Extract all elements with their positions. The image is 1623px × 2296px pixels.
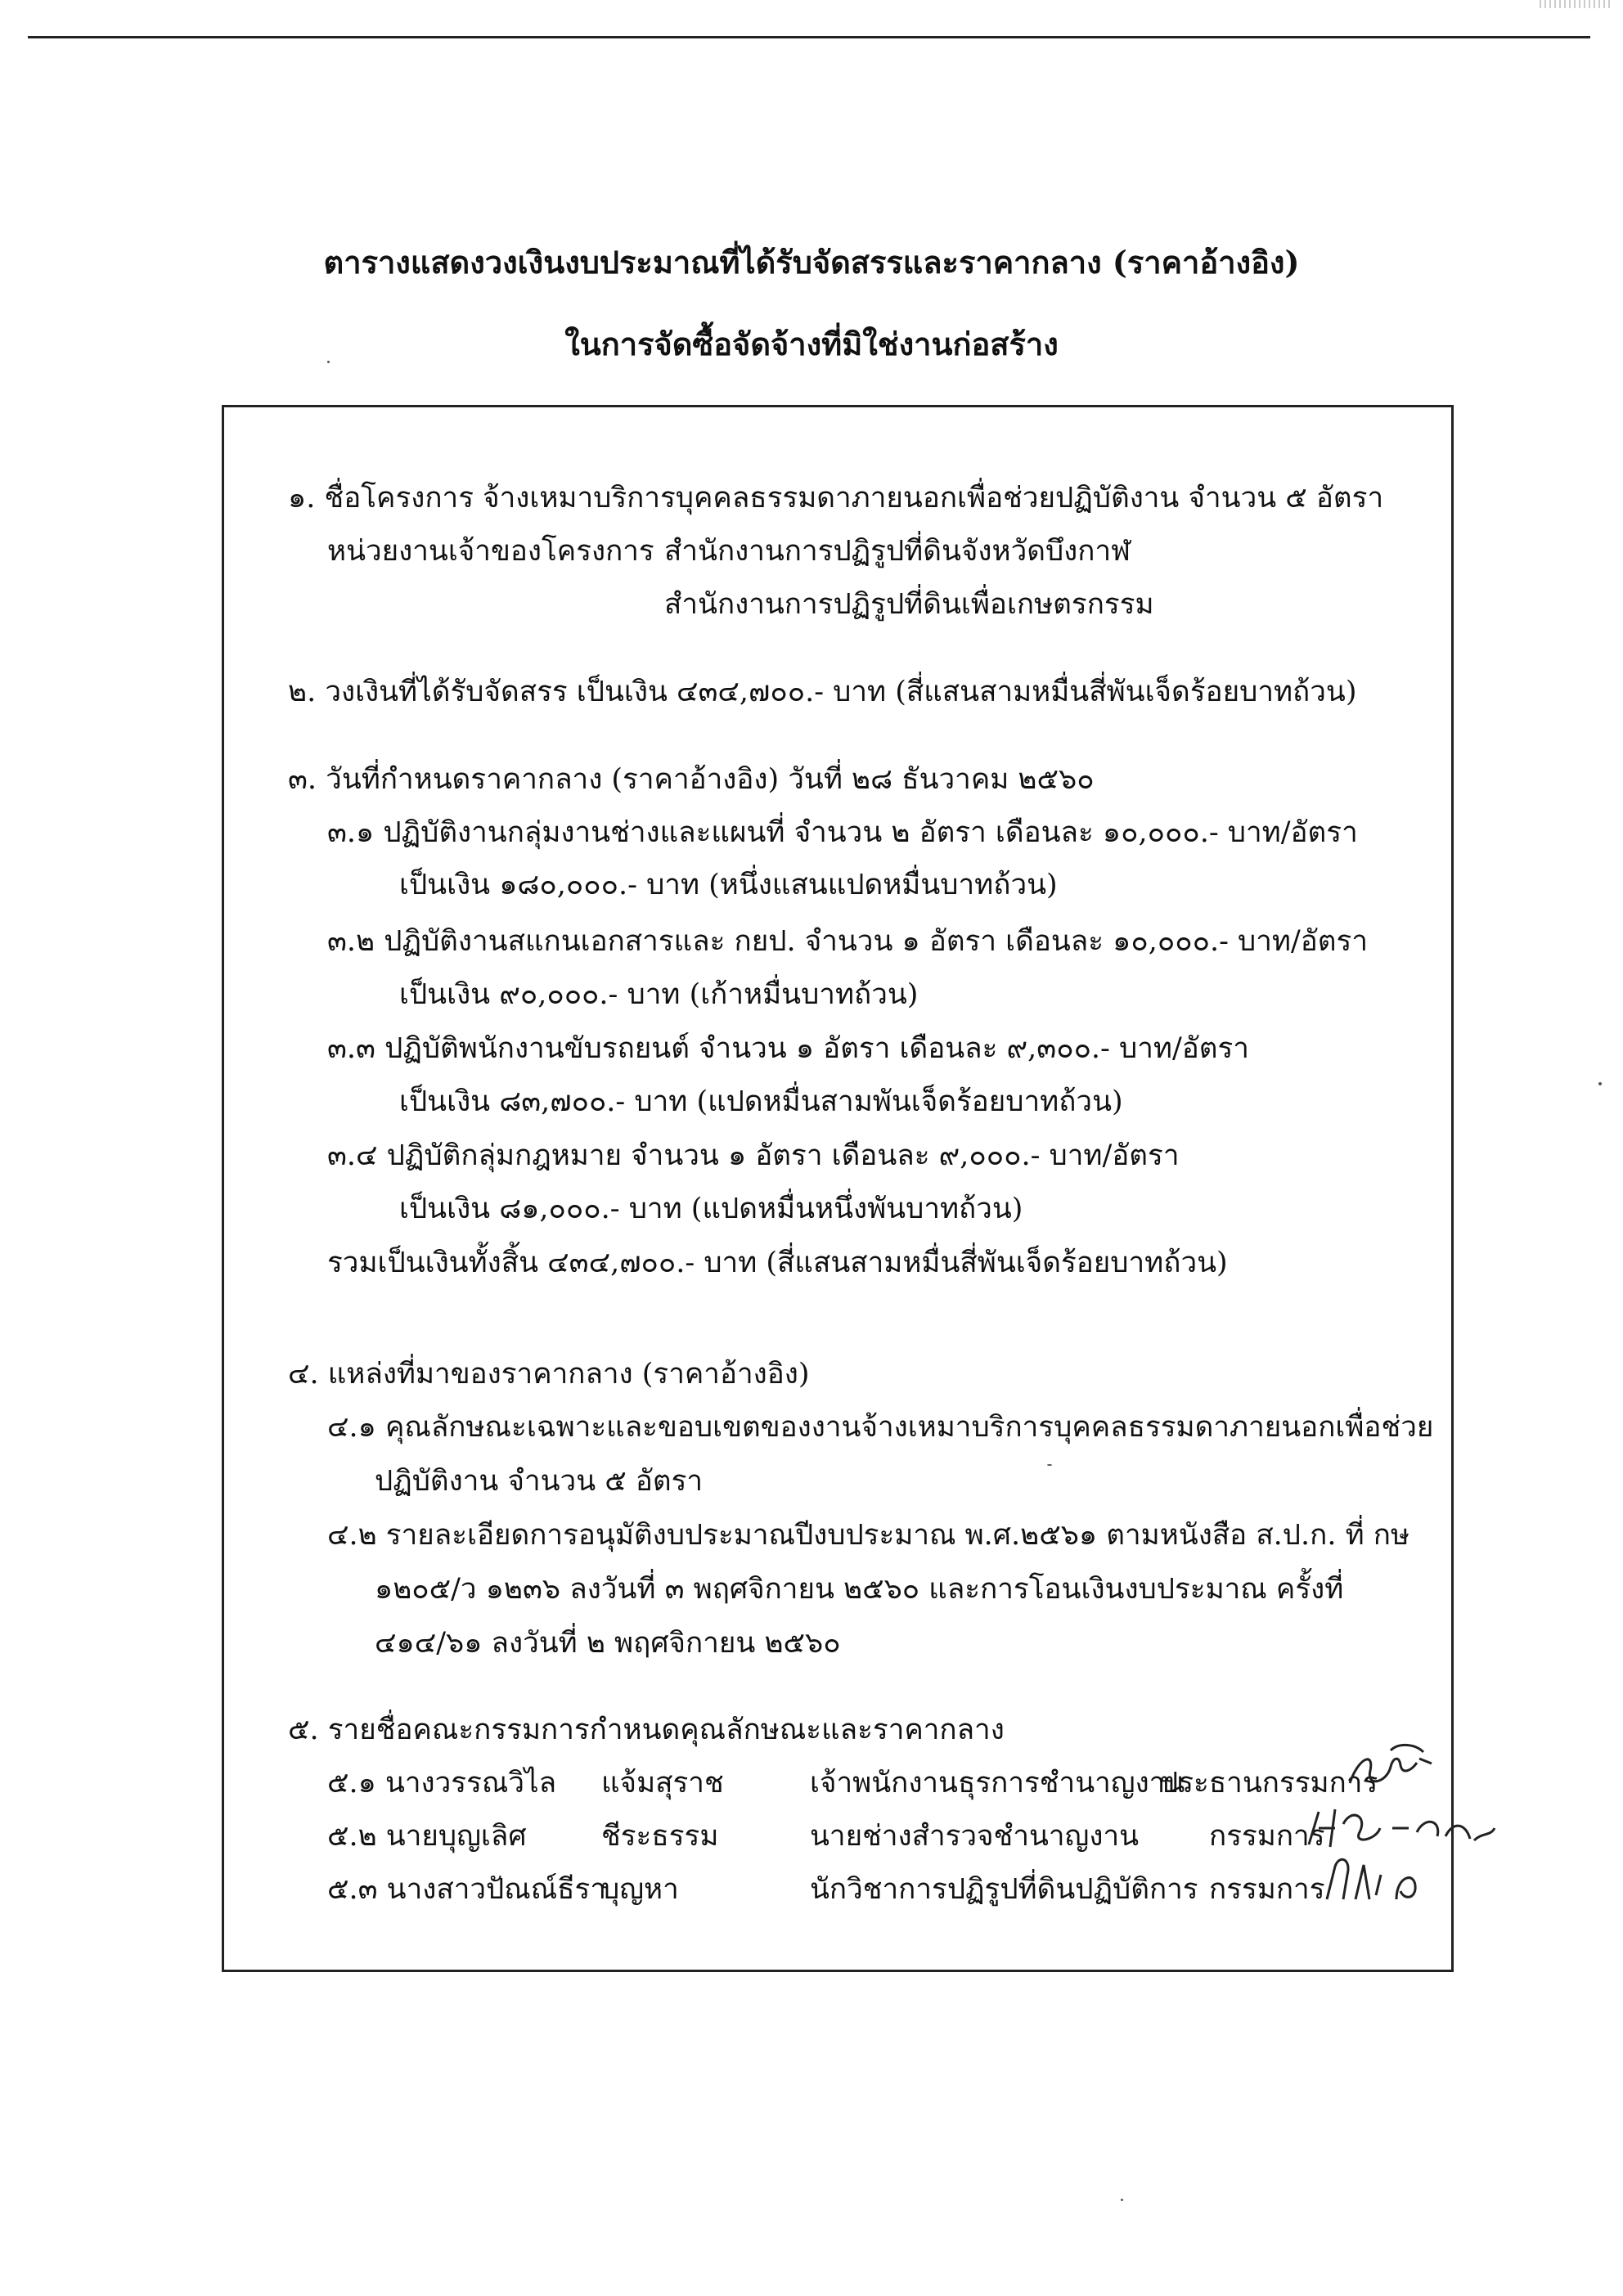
committee-heading: ๕. รายชื่อคณะกรรมการกำหนดคุณลักษณะและราคากลาง (288, 1714, 1005, 1746)
scan-speck (327, 361, 330, 363)
member-2-role: กรรมการ (1209, 1820, 1325, 1853)
member-2-surname: ชีระธรรม (601, 1820, 719, 1853)
member-3-name: ๕.๓ นางสาวปัณณ์ธีรา (327, 1873, 606, 1906)
total-line: รวมเป็นเงินทั้งสิ้น ๔๓๔,๗๐๐.- บาท (สี่แสนสามหมื่นสี่พันเจ็ดร้อยบาทถ้วน) (327, 1247, 1228, 1279)
source-4-2-line-a: ๔.๒ รายละเอียดการอนุมัติงบประมาณปีงบประมาณ พ.ศ.๒๕๖๑ ตามหนังสือ ส.ป.ก. ที่ กษ (327, 1519, 1410, 1552)
source-4-2-line-c: ๔๑๔/๖๑ ลงวันที่ ๒ พฤศจิกายน ๒๕๖๐ (375, 1627, 841, 1660)
item-3-1-line-b: เป็นเงิน ๑๘๐,๐๐๐.- บาท (หนึ่งแสนแปดหมื่นบาทถ้วน) (399, 869, 1058, 901)
signature-member-2-icon (1302, 1800, 1499, 1857)
signature-chair-icon (1342, 1734, 1448, 1800)
document-title: ตารางแสดงวงเงินงบประมาณที่ได้รับจัดสรรและราคากลาง (ราคาอ้างอิง) (323, 244, 1300, 281)
budget-line: ๒. วงเงินที่ได้รับจัดสรร เป็นเงิน ๔๓๔,๗๐๐.- บาท (สี่แสนสามหมื่นสี่พันเจ็ดร้อยบาทถ้วน) (288, 676, 1357, 708)
item-3-3-line-b: เป็นเงิน ๘๓,๗๐๐.- บาท (แปดหมื่นสามพันเจ็ดร้อยบาทถ้วน) (399, 1085, 1123, 1118)
source-4-2-line-b: ๑๒๐๕/ว ๑๒๓๖ ลงวันที่ ๓ พฤศจิกายน ๒๕๖๐ และการโอนเงินงบประมาณ ครั้งที่ (375, 1573, 1344, 1606)
member-1-surname: แจ้มสุราช (601, 1767, 724, 1800)
member-3-position: นักวิชาการปฏิรูปที่ดินปฏิบัติการ (810, 1873, 1198, 1906)
source-4-1-line-a: ๔.๑ คุณลักษณะเฉพาะและขอบเขตของงานจ้างเหมาบริการบุคคลธรรมดาภายนอกเพื่อช่วย (327, 1411, 1434, 1444)
project-name-line: ๑. ชื่อโครงการ จ้างเหมาบริการบุคคลธรรมดาภายนอกเพื่อช่วยปฏิบัติงาน จำนวน ๕ อัตรา (288, 482, 1384, 514)
item-3-1-line-a: ๓.๑ ปฏิบัติงานกลุ่มงานช่างและแผนที่ จำนวน ๒ อัตรา เดือนละ ๑๐,๐๐๐.- บาท/อัตรา (327, 816, 1358, 849)
document-subtitle: ในการจัดซื้อจัดจ้างที่มิใช่งานก่อสร้าง (564, 326, 1059, 362)
member-1-name: ๕.๑ นางวรรณวิไล (327, 1767, 557, 1800)
owner-unit-2: สำนักงานการปฏิรูปที่ดินเพื่อเกษตรกรรม (664, 588, 1154, 621)
member-1-role: ประธานกรรมการ (1160, 1767, 1378, 1800)
member-2-position: นายช่างสำรวจชำนาญงาน (810, 1820, 1140, 1853)
signature-member-3-icon (1319, 1850, 1425, 1912)
member-1-position: เจ้าพนักงานธุรการชำนาญงาน (810, 1767, 1185, 1800)
item-3-4-line-b: เป็นเงิน ๘๑,๐๐๐.- บาท (แปดหมื่นหนึ่งพันบาทถ้วน) (399, 1193, 1023, 1225)
owner-unit-1: สำนักงานการปฏิรูปที่ดินจังหวัดบึงกาฬ (664, 535, 1131, 568)
owner-label: หน่วยงานเจ้าของโครงการ (327, 535, 654, 568)
scan-artifact (1540, 0, 1613, 8)
scan-speck (1121, 2199, 1123, 2201)
member-3-surname: บุญหา (601, 1873, 679, 1906)
member-3-role: กรรมการ (1209, 1873, 1325, 1906)
item-3-3-line-a: ๓.๓ ปฏิบัติพนักงานขับรถยนต์ จำนวน ๑ อัตรา เดือนละ ๙,๓๐๐.- บาท/อัตรา (327, 1032, 1249, 1065)
top-rule (28, 36, 1590, 38)
scan-speck (1598, 1082, 1602, 1085)
source-4-1-line-b: ปฏิบัติงาน จำนวน ๕ อัตรา (375, 1465, 704, 1498)
item-3-4-line-a: ๓.๔ ปฏิบัติกลุ่มกฎหมาย จำนวน ๑ อัตรา เดือนละ ๙,๐๐๐.- บาท/อัตรา (327, 1139, 1180, 1172)
source-heading: ๔. แหล่งที่มาของราคากลาง (ราคาอ้างอิง) (288, 1358, 810, 1391)
scan-speck (1047, 1464, 1052, 1466)
item-3-2-line-a: ๓.๒ ปฏิบัติงานสแกนเอกสารและ กยป. จำนวน ๑ อัตรา เดือนละ ๑๐,๐๐๐.- บาท/อัตรา (327, 925, 1368, 958)
item-3-2-line-b: เป็นเงิน ๙๐,๐๐๐.- บาท (เก้าหมื่นบาทถ้วน) (399, 978, 919, 1011)
reference-date-line: ๓. วันที่กำหนดราคากลาง (ราคาอ้างอิง) วันที่ ๒๘ ธันวาคม ๒๕๖๐ (288, 763, 1095, 796)
member-2-name: ๕.๒ นายบุญเลิศ (327, 1820, 527, 1853)
